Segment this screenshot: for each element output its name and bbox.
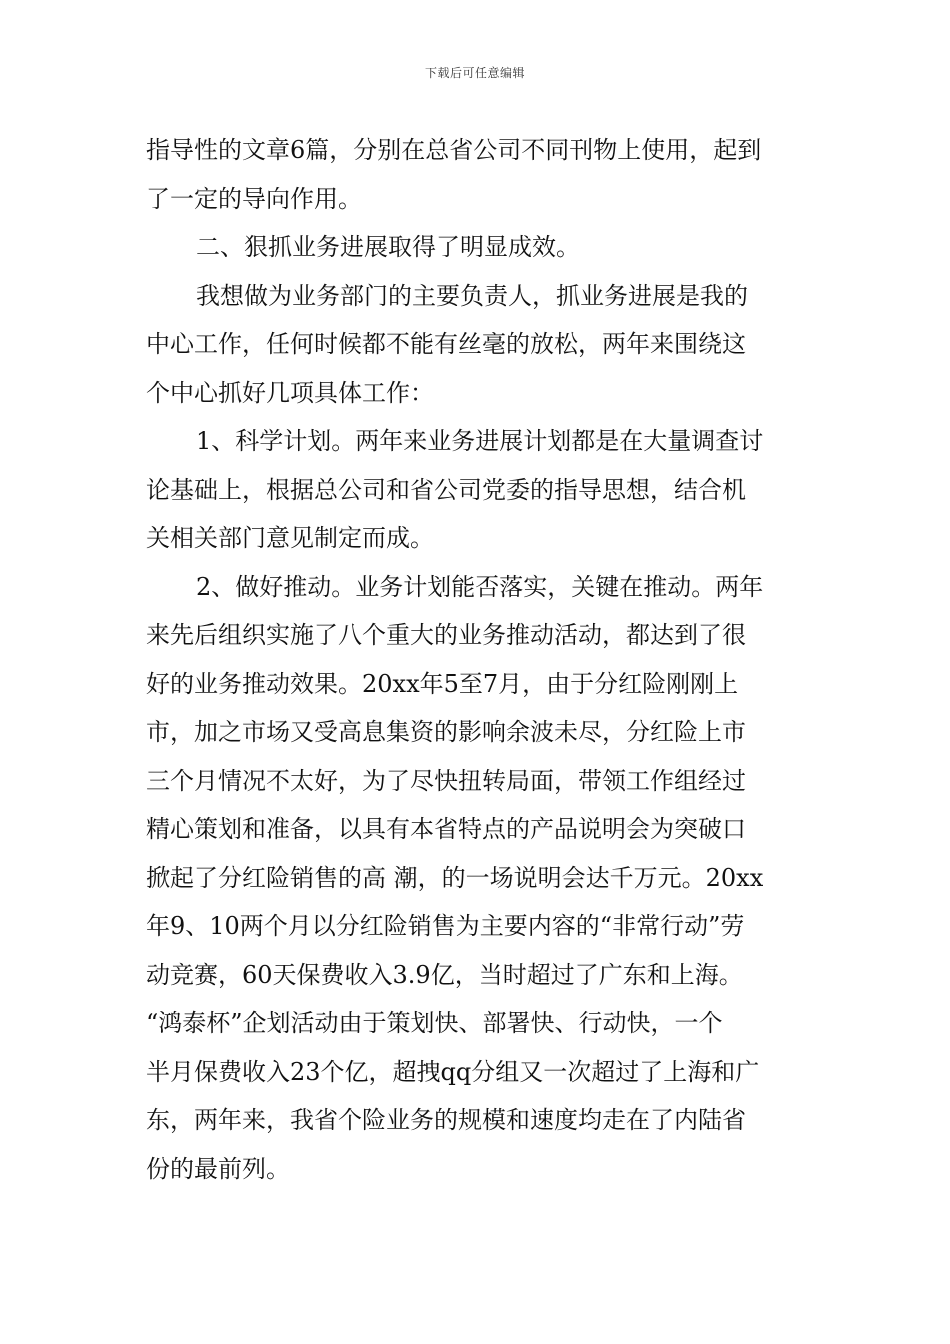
text-line: 好的业务推动效果。20xx年5至7月，由于分红险刚刚上 bbox=[146, 669, 739, 698]
text-line: 指导性的文章6篇，分别在总省公司不同刊物上使用，起到 bbox=[146, 136, 762, 164]
text-line: 1、科学计划。两年来业务进展计划都是在大量调查讨 bbox=[196, 427, 764, 455]
text-line: 中心工作，任何时候都不能有丝毫的放松，两年来围绕这 bbox=[146, 330, 746, 358]
text-line: 动竞赛，60天保费收入3.9亿，当时超过了广东和上海。 bbox=[146, 960, 743, 989]
text-line: 东，两年来，我省个险业务的规模和速度均走在了内陆省 bbox=[146, 1106, 746, 1134]
text-line: 份的最前列。 bbox=[146, 1154, 290, 1183]
text-line: 2、做好推动。业务计划能否落实，关键在推动。两年 bbox=[196, 572, 764, 601]
text-line: 了一定的导向作用。 bbox=[146, 184, 362, 213]
text-line: “鸿泰杯”企划活动由于策划快、部署快、行动快，一个 bbox=[146, 1009, 723, 1037]
text-line: 掀起了分红险销售的高 潮，的一场说明会达千万元。20xx bbox=[146, 863, 764, 892]
text-line: 市，加之市场又受高息集资的影响余波未尽，分红险上市 bbox=[146, 718, 746, 746]
body-text bbox=[146, 126, 810, 1193]
text-line: 半月保费收入23个亿，超拽qq分组又一次超过了上海和广 bbox=[146, 1057, 760, 1086]
header-note: 下载后可任意编辑 bbox=[424, 66, 525, 80]
text-line: 精心策划和准备，以具有本省特点的产品说明会为突破口 bbox=[146, 815, 746, 843]
text-line: 我想做为业务部门的主要负责人，抓业务进展是我的 bbox=[196, 281, 748, 310]
text-line: 论基础上，根据总公司和省公司党委的指导思想，结合机 bbox=[146, 475, 746, 504]
text-line: 个中心抓好几项具体工作： bbox=[146, 378, 434, 407]
text-line: 关相关部门意见制定而成。 bbox=[146, 524, 434, 552]
text-line: 来先后组织实施了八个重大的业务推动活动，都达到了很 bbox=[146, 621, 746, 649]
section-heading: 二、狠抓业务进展取得了明显成效。 bbox=[196, 233, 580, 261]
text-line: 三个月情况不太好，为了尽快扭转局面，带领工作组经过 bbox=[146, 766, 746, 795]
text-line: 年9、10两个月以分红险销售为主要内容的“非常行动”劳 bbox=[146, 912, 745, 940]
